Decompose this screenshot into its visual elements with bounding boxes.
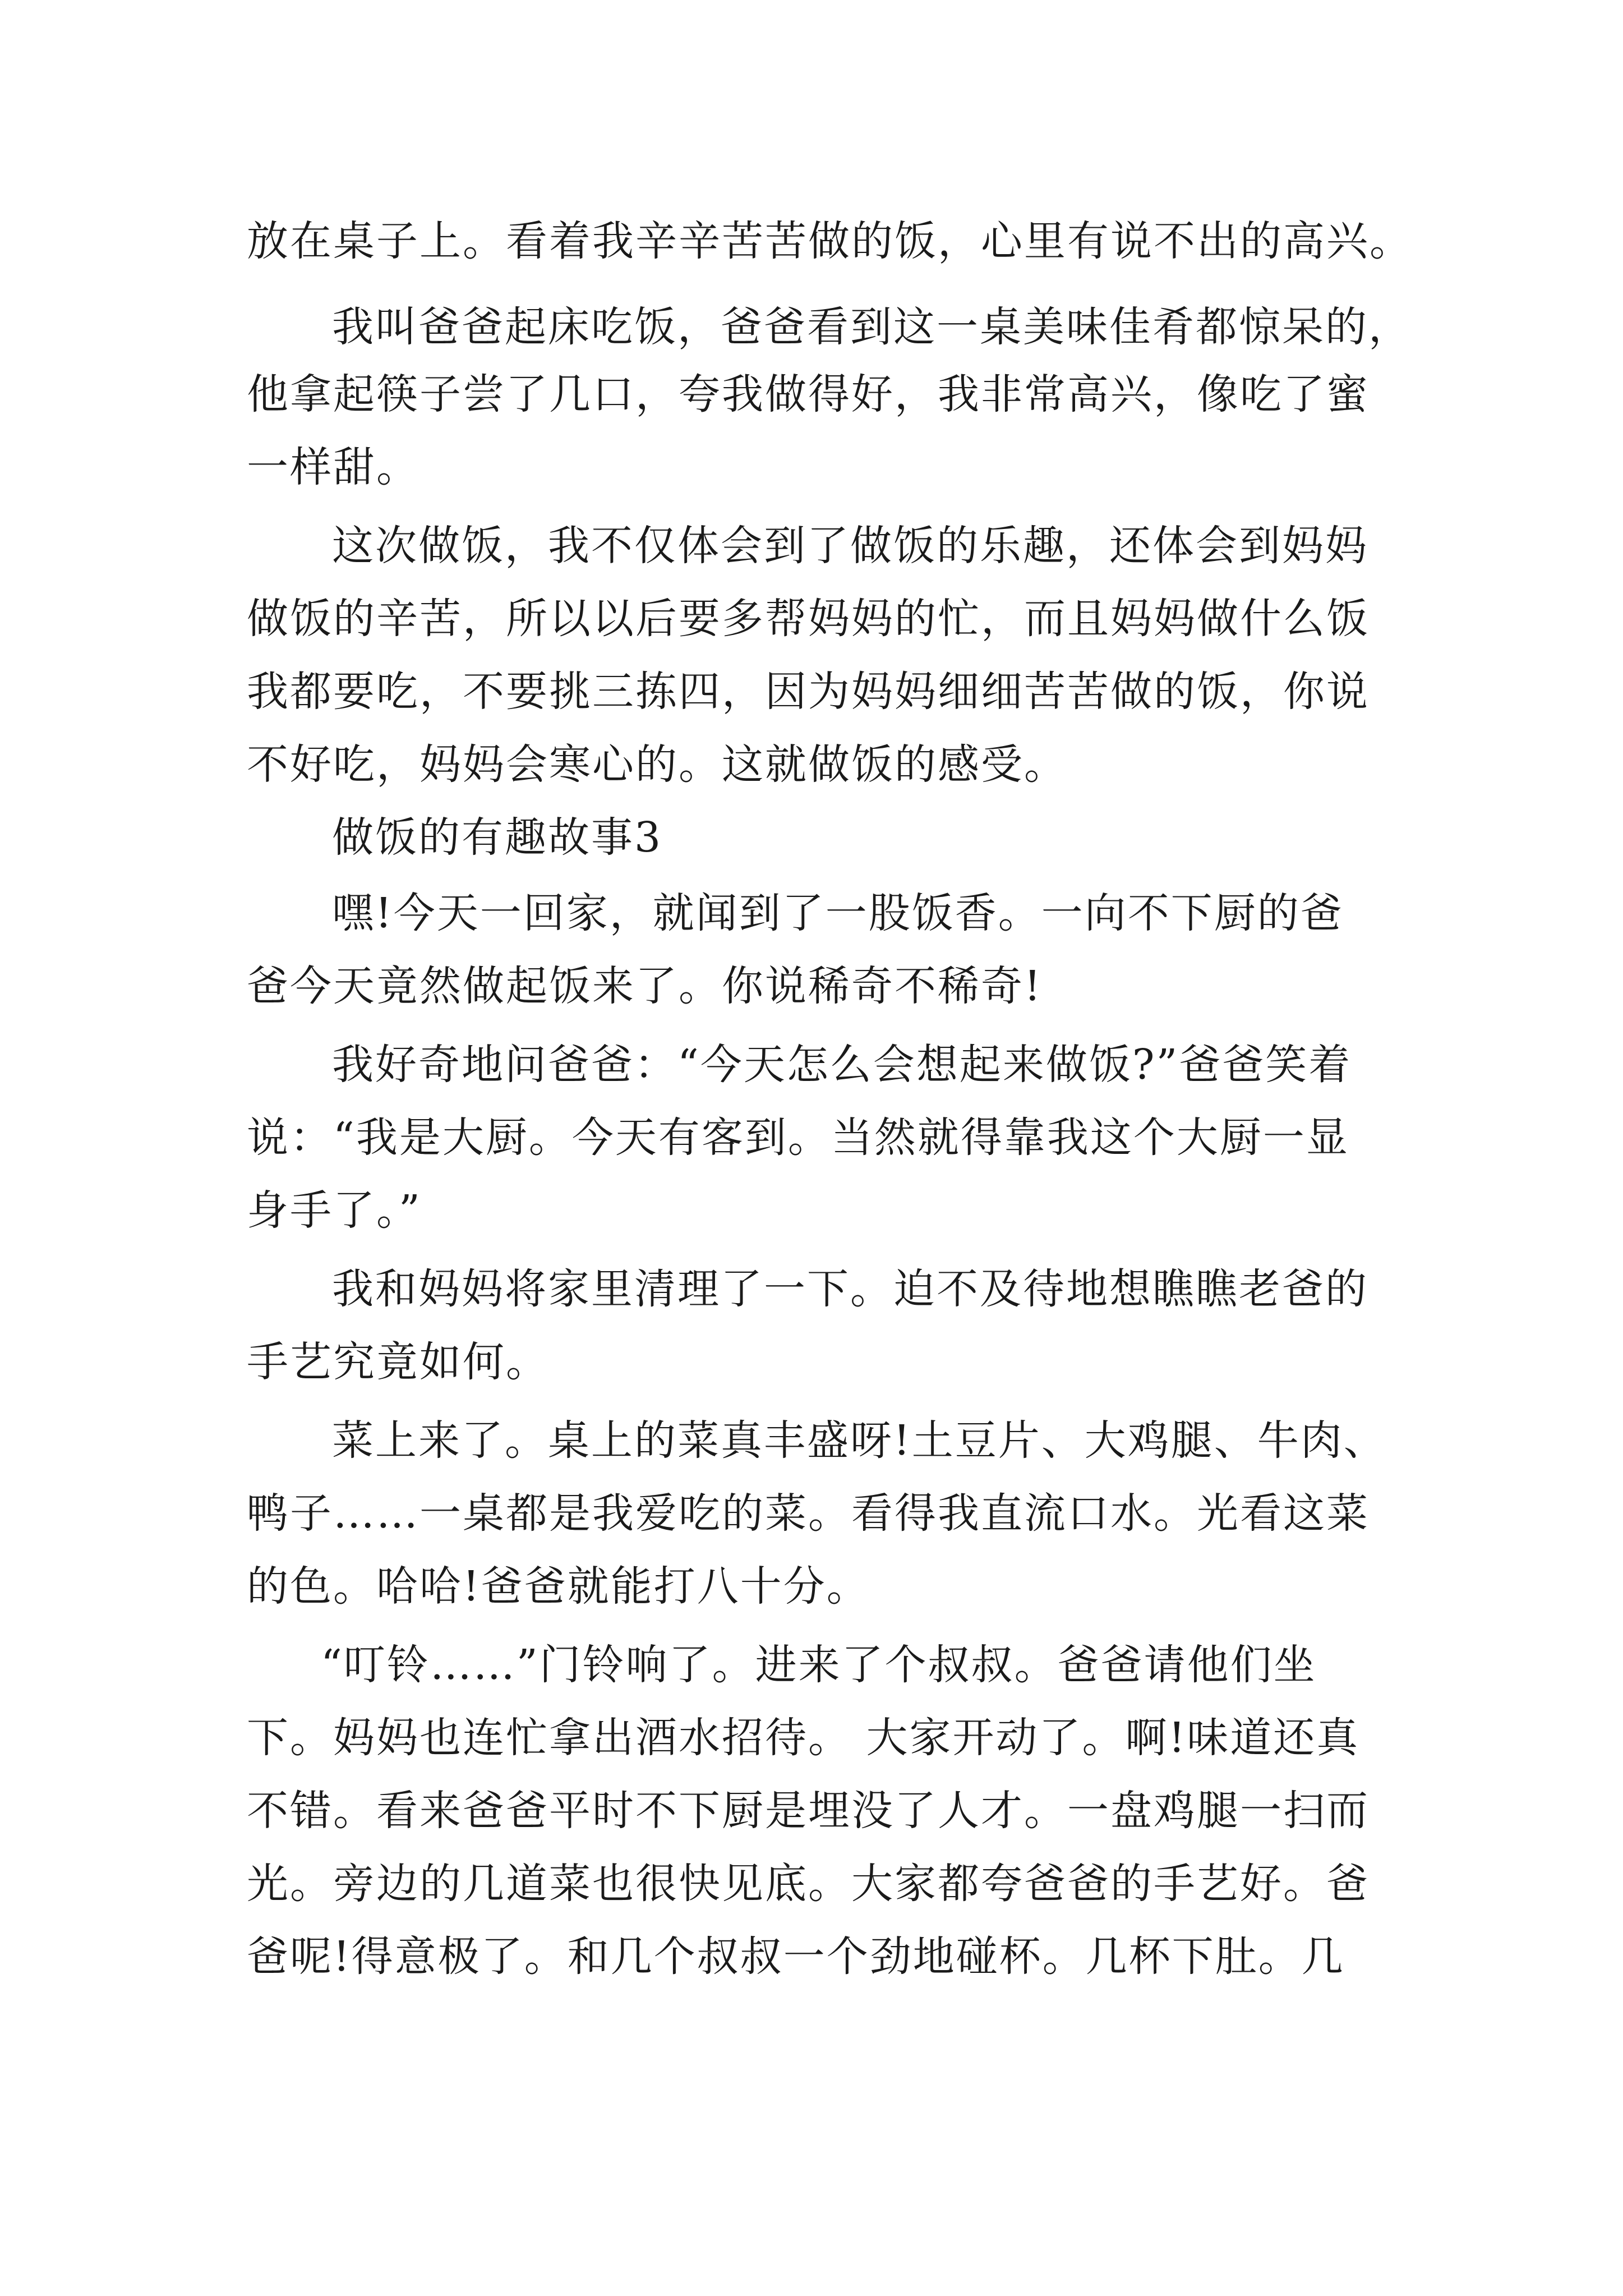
text-line: 这次做饭，我不仅体会到了做饭的乐趣，还体会到妈妈: [332, 522, 1368, 570]
text-line: 他拿起筷子尝了几口，夸我做得好，我非常高兴，像吃了蜜: [247, 370, 1370, 418]
text-line: 鸭子……一桌都是我爱吃的菜。看得我直流口水。光看这菜: [247, 1489, 1370, 1538]
text-line: 菜上来了。桌上的菜真丰盛呀!土豆片、大鸡腿、牛肉、: [332, 1416, 1387, 1465]
text-line: 爸呢!得意极了。和几个叔叔一个劲地碰杯。几杯下肚。几: [247, 1932, 1345, 1981]
text-line: 不好吃，妈妈会寒心的。这就做饭的感受。: [247, 740, 1067, 789]
text-line: 嘿!今天一回家，就闻到了一股饭香。一向不下厨的爸: [332, 889, 1344, 937]
text-line: 我和妈妈将家里清理了一下。迫不及待地想瞧瞧老爸的: [332, 1265, 1368, 1313]
section-heading: 做饭的有趣故事3: [332, 813, 663, 862]
text-line: 的色。哈哈!爸爸就能打八十分。: [247, 1562, 870, 1611]
text-line: 我都要吃，不要挑三拣四，因为妈妈细细苦苦做的饭，你说: [247, 668, 1370, 716]
text-line: 说：“我是大厨。今天有客到。当然就得靠我这个大厨一显: [247, 1114, 1349, 1162]
text-line: 光。旁边的几道菜也很快见底。大家都夸爸爸的手艺好。爸: [247, 1860, 1370, 1908]
text-line: “叮铃……”门铃响了。进来了个叔叔。爸爸请他们坐: [321, 1641, 1317, 1689]
text-line: 一样甜。: [247, 443, 419, 491]
text-line: 做饭的辛苦，所以以后要多帮妈妈的忙，而且妈妈做什么饭: [247, 595, 1370, 643]
text-line: 我好奇地问爸爸：“今天怎么会想起来做饭?”爸爸笑着: [332, 1041, 1352, 1089]
text-line: 爸今天竟然做起饭来了。你说稀奇不稀奇!: [247, 962, 1043, 1010]
text-line: 我叫爸爸起床吃饭，爸爸看到这一桌美味佳肴都惊呆的，: [332, 303, 1412, 351]
text-line: 下。妈妈也连忙拿出酒水招待。 大家开动了。啊!味道还真: [247, 1714, 1360, 1762]
text-line: 身手了。”: [247, 1186, 422, 1235]
text-line: 不错。看来爸爸平时不下厨是埋没了人才。一盘鸡腿一扫而: [247, 1787, 1370, 1835]
text-line: 手艺究竟如何。: [247, 1338, 549, 1386]
text-line: 放在桌子上。看着我辛辛苦苦做的饭，心里有说不出的高兴。: [247, 217, 1413, 265]
